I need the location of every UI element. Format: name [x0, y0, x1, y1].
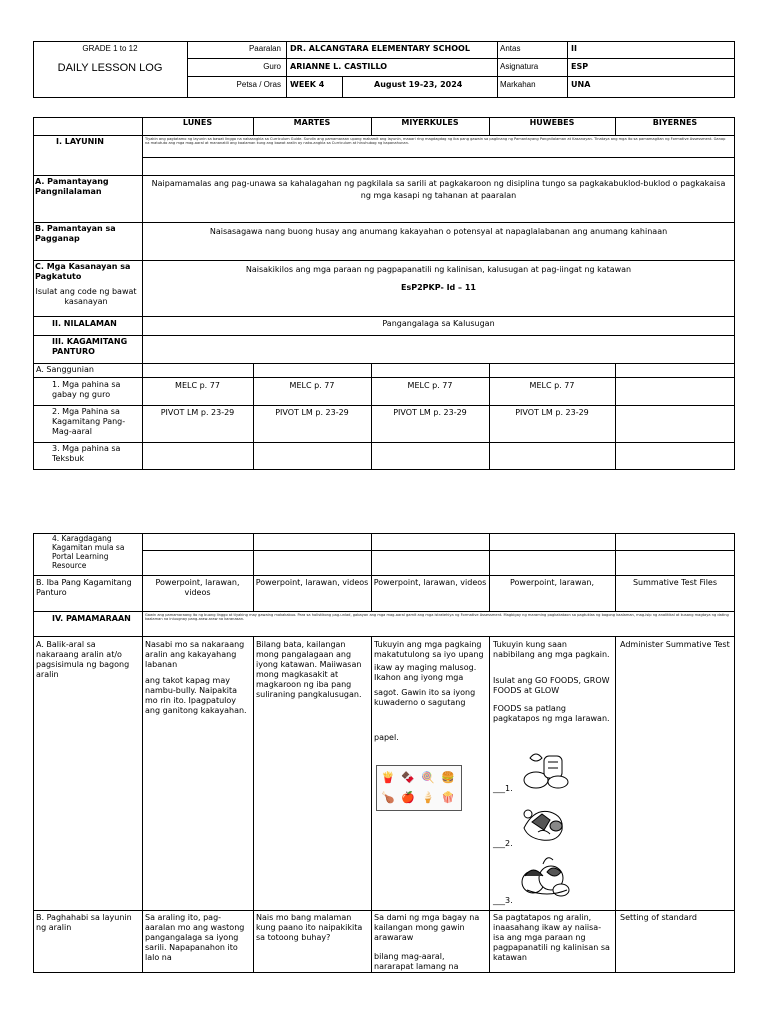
iba-miyerkules: Powerpoint, larawan, videos [373, 578, 487, 587]
nilalaman-label: II. NILALAMAN [52, 319, 117, 328]
candy-icon: 🍭 [421, 771, 435, 784]
karagdagang-label: 4. Karagdagang Kagamitan mula sa Portal Learning Resource [52, 534, 125, 570]
bread-illustration [522, 746, 572, 794]
balik-huwebes-2: Isulat ang GO FOODS, GROW FOODS at GLOW [493, 676, 610, 695]
pagganap-label: B. Pamantayan sa Pagganap [35, 224, 116, 243]
paghahabi-lunes: Sa araling ito, pag-aaralan mo ang wastong pangangalaga sa iyong sarili. Napapanahon ito lalo na [145, 913, 245, 962]
asignatura-label: Asignatura [500, 62, 539, 71]
kagamitan-lunes: PIVOT LM p. 23-29 [160, 408, 235, 417]
balik-huwebes-1: Tukuyin kung saan nabibilang ang mga pagkain. [493, 640, 610, 659]
log-title: DAILY LESSON LOG [57, 62, 163, 74]
layunin-label: I. LAYUNIN [56, 137, 104, 146]
gabay-martes: MELC p. 77 [289, 381, 335, 390]
kagamitan-martes: PIVOT LM p. 23-29 [275, 408, 349, 417]
iba-martes: Powerpoint, larawan, videos [255, 578, 369, 587]
gabay-miyerkules: MELC p. 77 [407, 381, 453, 390]
popcorn-icon: 🍿 [441, 791, 455, 804]
gabay-huwebes: MELC p. 77 [529, 381, 575, 390]
balik-miyerkules-2: ikaw ay maging malusog. Ikahon ang iyong mga [374, 663, 477, 682]
burger-icon: 🍔 [441, 771, 455, 784]
kagamitang-label: III. KAGAMITANG PANTURO [52, 337, 128, 356]
pamamaraan-note: Gawin ang pamamaraang ito ng buong linggo at tiyaking may gawaing makakabuo. Para sa holistikong pag-unlad, gabayan ang mga mag-aaral gamit ang mga istratehiya ng Formative Assessment. Magbigay ng maraming pagkakataon sa pagtuklas ng bagong kaalaman, mag-isip ng analitikal at kusang magtaya ng dating kaalaman na iniuugnay pang-araw-araw na karanasan. [145, 613, 729, 622]
kasanayan-code: EsP2PKP- Id – 11 [401, 283, 476, 292]
sanggunian-label: A. Sanggunian [36, 365, 94, 374]
fries-icon: 🍟 [381, 771, 395, 784]
petsa-label: Petsa / Oras [236, 80, 281, 89]
blank-2: ___2. [493, 839, 513, 848]
paghahabi-biyernes: Setting of standard [620, 913, 697, 922]
balik-biyernes: Administer Summative Test [620, 640, 730, 649]
paghahabi-huwebes: Sa pagtatapos ng aralin, inaasahang ikaw ay naiisa-isa ang mga paraan ng pagpapanatili ng kalinisan sa katawan [493, 913, 610, 962]
meat-illustration [518, 798, 572, 846]
iba-biyernes: Summative Test Files [632, 578, 718, 587]
paghahabi-martes: Nais mo bang malaman kung paano ito naipakikita sa totoong buhay? [256, 913, 363, 942]
guro-value: ARIANNE L. CASTILLO [290, 62, 388, 71]
markahan-value: UNA [571, 80, 591, 89]
day-header-martes: MARTES [293, 118, 331, 127]
gabay-label: 1. Mga pahina sa gabay ng guro [52, 380, 121, 399]
iba-huwebes: Powerpoint, larawan, [509, 578, 595, 587]
apple-icon: 🍎 [401, 791, 415, 804]
blank-1: ___1. [493, 784, 513, 793]
paaralan-value: DR. ALCANGTARA ELEMENTARY SCHOOL [290, 44, 470, 53]
nilalaman-value: Pangangalaga sa Kalusugan [382, 319, 495, 328]
balik-huwebes-3: FOODS sa patlang pagkatapos ng mga larawan. [493, 704, 610, 723]
balik-miyerkules-3: sagot. Gawin ito sa iyong kuwaderno o sagutang [374, 688, 476, 707]
teksbuk-label: 3. Mga pahina sa Teksbuk [52, 444, 121, 463]
grade-label: GRADE 1 to 12 [82, 44, 138, 53]
balik-lunes-1: Nasabi mo sa nakaraang aralin ang kakayahang labanan [145, 640, 245, 669]
gabay-lunes: MELC p. 77 [175, 381, 220, 390]
balik-label: A. Balik-aral sa nakaraang aralin at/o pagsisimula ng bagong aralin [36, 640, 130, 679]
pamantayang-value: Naipamamalas ang pag-unawa sa kahalagahan ng pagkilala sa sarili at pagkakaroon ng disiplina tungo sa pagkakabuklod-buklod o pagkakaisa ng mga kasapi ng tahanan at paaralan [151, 179, 726, 200]
kagamitan-label: 2. Mga Pahina sa Kagamitang Pang-Mag-aaral [52, 407, 126, 436]
iba-label: B. Iba Pang Kagamitang Panturo [36, 578, 132, 597]
pamantayang-label: A. Pamantayang Pangnilalaman [35, 177, 109, 196]
kagamitan-huwebes: PIVOT LM p. 23-29 [515, 408, 589, 417]
balik-lunes-2: ang takot kapag may nambu-bully. Naipakita mo rin ito. Ipagpatuloy ang ganitong kakayahan. [145, 676, 247, 715]
paaralan-label: Paaralan [248, 44, 281, 53]
paghahabi-miyerkules-2: bilang mag-aaral, nararapat lamang na [374, 952, 459, 971]
kagamitan-miyerkules: PIVOT LM p. 23-29 [393, 408, 467, 417]
paghahabi-miyerkules-1: Sa dami ng mga bagay na kailangan mong gawin arawaraw [374, 913, 480, 942]
iba-lunes: Powerpoint, larawan, videos [155, 578, 240, 597]
markahan-label: Markahan [500, 80, 536, 89]
chocolate-icon: 🍫 [401, 771, 415, 784]
kasanayan-sub: Isulat ang code ng bawat kasanayan [35, 287, 137, 306]
day-header-huwebes: HUWEBES [529, 118, 575, 127]
asignatura-value: ESP [571, 62, 589, 71]
petsa-week: WEEK 4 [290, 80, 325, 89]
chicken-icon: 🍗 [381, 791, 395, 804]
lesson-table-2 [33, 533, 735, 973]
kasanayan-label: C. Mga Kasanayan sa Pagkatuto [35, 262, 131, 281]
antas-label: Antas [500, 44, 521, 53]
day-header-lunes: LUNES [182, 118, 213, 127]
antas-value: II [571, 44, 577, 53]
balik-martes: Bilang bata, kailangan mong pangalagaan ang iyong katawan. Maiiwasan mong magkasakit at magkaroon ng iba pang suliraning pangkalusugan. [256, 640, 362, 699]
day-header-biyernes: BIYERNES [652, 118, 698, 127]
balik-miyerkules-1: Tukuyin ang mga pagkaing makatutulong sa iyo upang [374, 640, 484, 659]
layunin-note: Tiyakin ang pagtatamo ng layunin sa bawat linggo na nakaangkla sa Curriculum Guide. Sundin ang pamamaraan upang makamit ang layunin, maaari ring magdagdag ng iba pang gawain sa paglinang ng Pamantayang Pangnilalaman at Kasanayan. Tinataya ang mga ito sa pamamagitan ng Formative Assessment. Ganap na matututo ang mga mag-aaral at mananatili ang kaalaman kung ang bawat aralin ay naka-angkla sa Curriculum at hinuhubog ng kapanahunan. [145, 137, 726, 146]
balik-miyerkules-4: papel. [374, 733, 399, 742]
pagganap-value: Naisasagawa nang buong husay ang anumang kakayahan o potensyal at napaglalabanan ang anumang kahinaan [209, 227, 668, 236]
day-header-miyerkules: MIYERKULES [401, 118, 459, 127]
guro-label: Guro [263, 62, 281, 71]
vegetables-illustration [517, 852, 573, 902]
paghahabi-label: B. Paghahabi sa layunin ng aralin [36, 913, 132, 932]
pamamaraan-label: IV. PAMAMARAAN [52, 614, 131, 623]
icecream-icon: 🍦 [421, 791, 435, 804]
kasanayan-value: Naisakikilos ang mga paraan ng pagpapanatili ng kalinisan, kalusugan at pag-iingat ng katawan [245, 265, 632, 274]
blank-3: ___3. [493, 896, 513, 905]
food-icons-box [376, 765, 462, 811]
petsa-date: August 19-23, 2024 [374, 80, 463, 89]
